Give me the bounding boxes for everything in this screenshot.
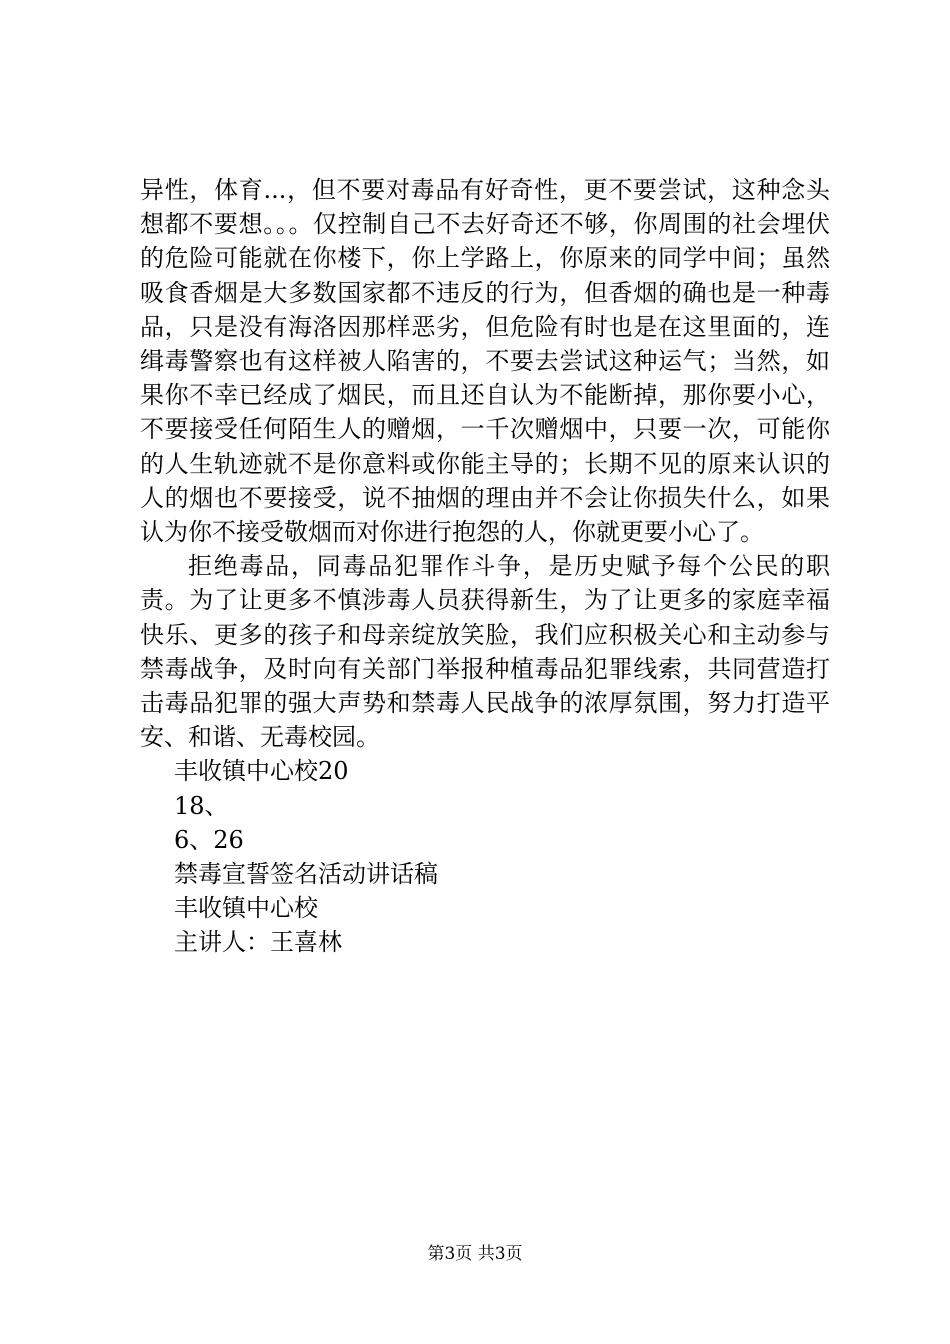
signature-line-school: 丰收镇中心校 [174, 894, 318, 923]
signature-line-year-cont: 18、 [174, 791, 229, 820]
body-paragraph-1: 异性，体育...，但不要对毒品有好奇性，更不要尝试，这种念头想都不要想。。。仅控制自己不去好奇还不够，你周围的社会埋伏的危险可能就在你楼下，你上学路上，你原来的同学中间；虽然吸食香烟是大多数国家都不违反的行为，但香烟的确也是一种毒品，只是没有海洛因那样恶劣，但危险有时也是在这里面的，连缉毒警察也有这样被人陷害的，不要去尝试这种运气；当然，如果你不幸已经成了烟民，而且还自认为不能断掉，那你要小心，不要接受任何陌生人的赠烟，一千次赠烟中，只要一次，可能你的人生轨迹就不是你意料或你能主导的；长期不见的原来认识的人的烟也不要接受，说不抽烟的理由并不会让你损失什么，如果认为你不接受敬烟而对你进行抱怨的人，你就更要小心了。 [140, 176, 830, 547]
page-footer: 第3页 共3页 [427, 1244, 523, 1264]
body-paragraph-2: 拒绝毒品，同毒品犯罪作斗争，是历史赋予每个公民的职责。为了让更多不慎涉毒人员获得新生，为了让更多的家庭幸福快乐、更多的孩子和母亲绽放笑脸，我们应积极关心和主动参与禁毒战争，及时向有关部门举报种植毒品犯罪线索，共同营造打击毒品犯罪的强大声势和禁毒人民战争的浓厚氛围，努力打造平安、和谐、无毒校园。 [140, 552, 830, 752]
signature-line-school-year: 丰收镇中心校20 [174, 757, 349, 786]
document-body [140, 173, 830, 960]
signature-line-title: 禁毒宣誓签名活动讲话稿 [174, 860, 438, 889]
signature-line-date: 6、26 [174, 825, 244, 854]
signature-line-speaker: 主讲人：王喜林 [174, 928, 342, 957]
